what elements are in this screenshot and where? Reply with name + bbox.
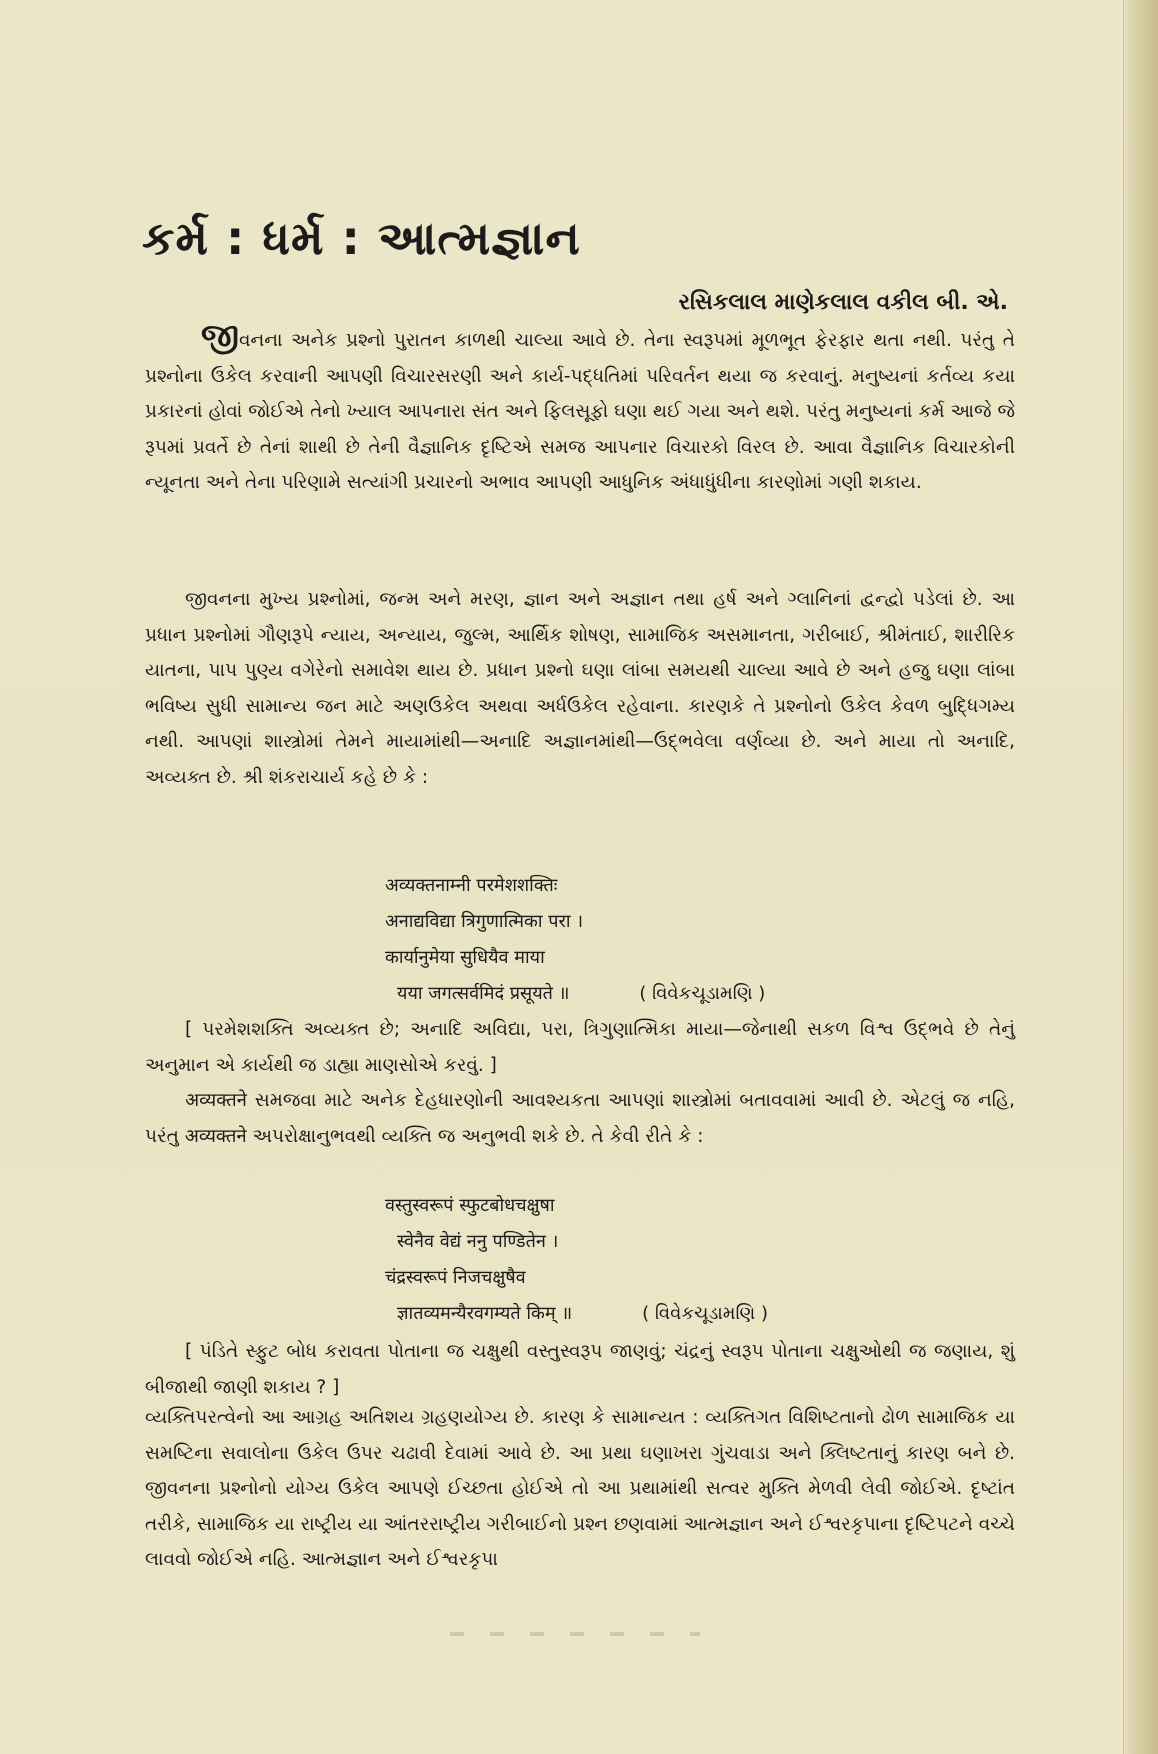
paragraph-intro <box>145 318 1015 501</box>
author-name: રસિકલાલ માણેકલાલ વકીલ બી. એ. <box>678 290 1008 315</box>
page-edge <box>1123 0 1158 1754</box>
verse-line: यया जगत्सर्वमिदं प्रसूयते ॥ <box>397 983 570 1004</box>
drop-cap: જી <box>201 316 239 354</box>
verse-line: चंद्रस्वरूपं निजचक्षुषैव <box>385 1267 526 1288</box>
verse-1-translation <box>145 1012 1015 1154</box>
paragraph-text: अव्यक्तने સમજવા માટે અનેક દેહધારણોની આવશ્યકતા આપણાં શાસ્ત્રોમાં બતાવવામાં આવી છે. એટલું જ નહિ, પરંતુ अव्यक्तने અપરોક્ષાનુભવથી વ્યક્તિ જ અનુભવી શકે છે. તે કેવી રીતે કે : <box>145 1090 1015 1147</box>
paragraph-individuality <box>145 1400 1015 1578</box>
paragraph-text: જીવનના મુખ્ય પ્રશ્નોમાં, જન્મ અને મરણ, જ્ઞાન અને અજ્ઞાન તથા હર્ષ અને ગ્લાનિનાં દ્વન્દ્વો પડેલાં છે. આ પ્રધાન પ્રશ્નોમાં ગૌણરૂપે ન્યાય, અન્યાય, જુલ્મ, આર્થિક શોષણ, સામાજિક અસમાનતા, ગરીબાઈ, શ્રીમંતાઈ, શારીરિક યાતના, પાપ પુણ્ય વગેરેનો સમાવેશ થાય છે. પ્રધાન પ્રશ્નો ઘણા લાંબા સમયથી ચાલ્યા આવે છે અને હજુ ઘણા લાંબા ભવિષ્ય સુધી સામાન્ય જન માટે અણઉકેલ અથવા અર્ધઉકેલ રહેવાના. કારણકે તે પ્રશ્નોનો ઉકેલ કેવળ બુદ્ધિગમ્ય નથી. આપણાં શાસ્ત્રોમાં તેમને માયામાંથી—અનાદિ અજ્ઞાનમાંથી—ઉદ્ભવેલા વર્ણવ્યા છે. અને માયા તો અનાદિ, અવ્યક્ત છે. શ્રી શંકરાચાર્ય કહે છે કે : <box>145 589 1015 788</box>
paragraph-main-questions <box>145 582 1015 795</box>
verse-reference: ( વિવેકચૂડામણિ ) <box>639 983 766 1004</box>
paragraph-text: વનના અનેક પ્રશ્નો પુરાતન કાળથી ચાલ્યા આવે છે. તેના સ્વરૂપમાં મૂળભૂત ફેરફાર થતા નથી. પરંતુ તે પ્રશ્નોના ઉકેલ કરવાની આપણી વિચારસરણી અને કાર્ય-પદ્ધતિમાં પરિવર્તન થયા જ કરવાનું. મનુષ્યનાં કર્તવ્ય કયા પ્રકારનાં હોવાં જોઈએ તેનો ખ્યાલ આપનારા સંત અને ફિલસૂફો ઘણા થઈ ગયા અને થશે. પરંતુ મનુષ્યનાં કર્મ આજે જે રૂપમાં પ્રવર્તે છે તેનાં શાથી છે તેની વૈજ્ઞાનિક દૃષ્ટિએ સમજ આપનાર વિચારકો વિરલ છે. આવા વૈજ્ઞાનિક વિચારકોની ન્યૂનતા અને તેના પરિણામે સત્યાંગી પ્રચારનો અભાવ આપણી આધુનિક અંધાધુંધીના કારણોમાં ગણી શકાય. <box>145 330 1015 493</box>
verse-2-translation <box>145 1334 1015 1405</box>
paragraph-text: વ્યક્તિપરત્વેનો આ આગ્રહ અતિશય ગ્રહણયોગ્ય છે. કારણ કે સામાન્યત : વ્યક્તિગત વિશિષ્ટતાનો ઢોળ સામાજિક યા સમષ્ટિના સવાલોના ઉકેલ ઉપર ચઢાવી દેવામાં આવે છે. આ પ્રથા ઘણાખરા ગુંચવાડા અને ક્લિષ્ટતાનું કારણ બને છે. જીવનના પ્રશ્નોનો યોગ્ય ઉકેલ આપણે ઈચ્છતા હોઈએ તો આ પ્રથામાંથી સત્વર મુક્તિ મેળવી લેવી જોઈએ. દૃષ્ટાંત તરીકે, સામાજિક યા રાષ્ટ્રીય યા આંતરરાષ્ટ્રીય ગરીબાઈનો પ્રશ્ન છણવામાં આત્મજ્ઞાન અને ઈશ્વરકૃપાના દૃષ્ટિપટને વચ્ચે લાવવો જોઈએ નહિ. આત્મજ્ઞાન અને ઈશ્વરકૃપા <box>145 1407 1015 1570</box>
scan-marks <box>450 1632 700 1636</box>
verse-line: ज्ञातव्यमन्यैरवगम्यते किम् ॥ <box>397 1303 573 1324</box>
page-title: કર્મ : ધર્મ : આત્મજ્ઞાન <box>142 211 581 265</box>
paragraph-text: [ પરમેશશક્તિ અવ્યક્ત છે; અનાદિ અવિદ્યા, પરા, ત્રિગુણાત્મિકા માયા—જેનાથી સકળ વિશ્વ ઉદ્ભવે છે તેનું અનુમાન એ કાર્યથી જ ડાહ્યા માણસોએ કરવું. ] <box>145 1019 1015 1076</box>
verse-line: अनाद्यविद्या त्रिगुणात्मिका परा । <box>385 911 584 932</box>
verse-line: कार्यानुमेया सुधियैव माया <box>385 947 545 968</box>
sanskrit-verse-1 <box>385 868 765 1012</box>
paragraph-text: [ પંડિતે સ્ફુટ બોધ કરાવતા પોતાના જ ચક્ષુથી વસ્તુસ્વરૂપ જાણવું; ચંદ્રનું સ્વરૂપ પોતાના ચક્ષુઓથી જ જણાય, શું બીજાથી જાણી શકાય ? ] <box>145 1341 1015 1398</box>
verse-line: वस्तुस्वरूपं स्फुटबोधचक्षुषा <box>385 1195 555 1216</box>
sanskrit-verse-2 <box>385 1188 768 1332</box>
verse-line: स्वेनैव वेद्यं ननु पण्डितेन । <box>397 1231 559 1252</box>
verse-reference: ( વિવેકચૂડામણિ ) <box>642 1303 768 1324</box>
verse-line: अव्यक्तनाम्नी परमेशशक्तिः <box>385 875 558 896</box>
